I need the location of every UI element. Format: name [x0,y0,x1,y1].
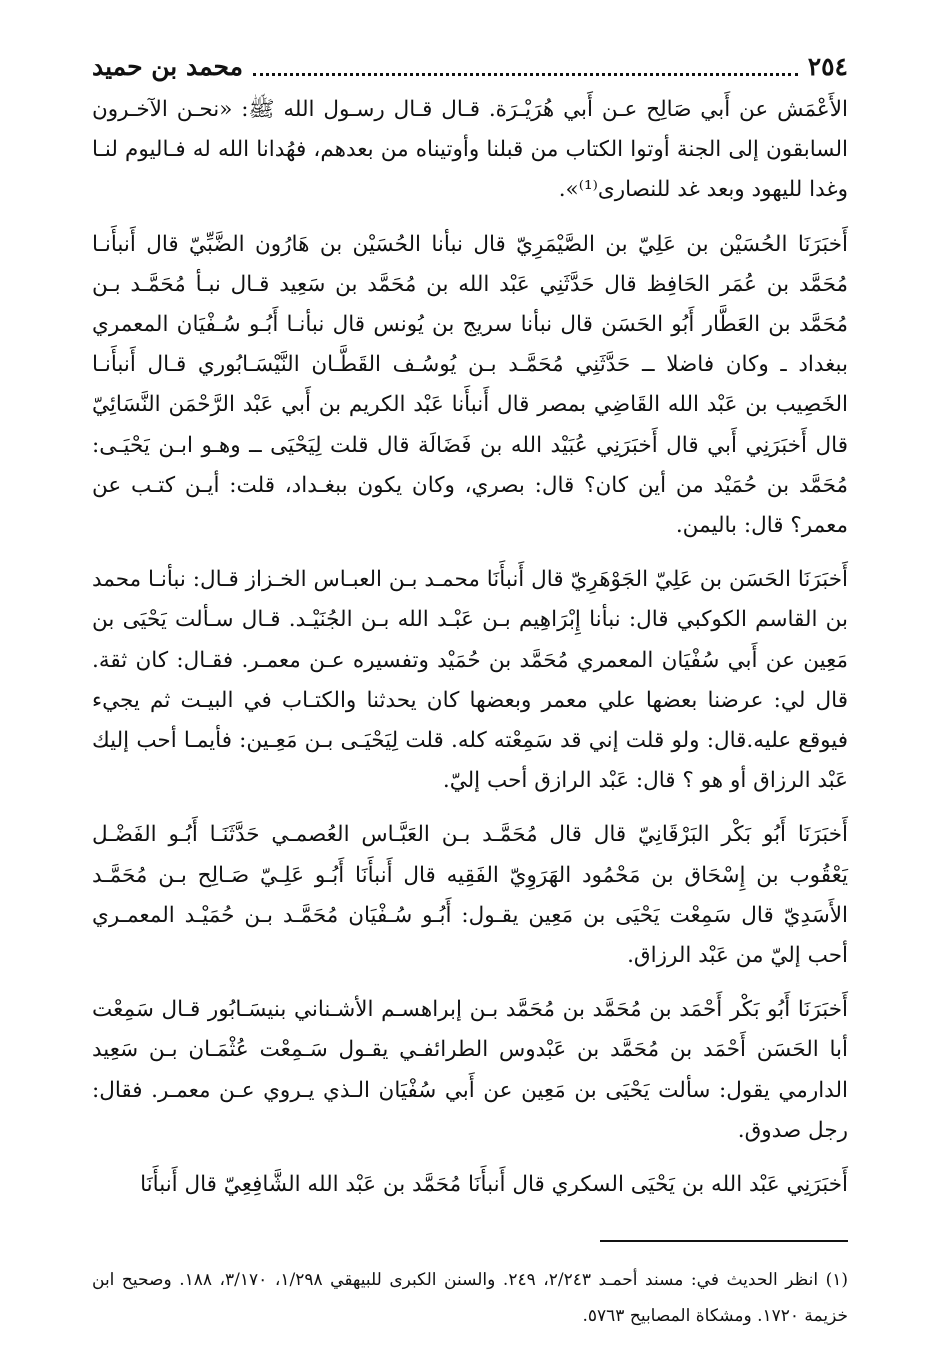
header-dotted-leader [253,57,798,76]
paragraph-6: أَخبَرَنِي عَبْد الله بن يَحْيَى السكري قال أَنبأَنَا مُحَمَّد بن عَبْد الله الشَّافِعِيّ قال أَنبأَنَا [140,1172,848,1198]
paragraph-4: أَخبَرَنَا أَبُو بَكْر البَرْقَانِيّ قال قال مُحَمَّـد بـن العَبَّـاس العُصمـي حَدَّثَنَـا أَبُـو الفَضْـل يَعْقُوب بن إِسْحَاق بن مَحْمُود الهَرَوِيّ الفَقِيه قال أَنبأَنَا أَبُـو عَلِـيّ صَـالِح بـن مُحَمَّـد الأَسَدِيّ قال سَمِعْت يَحْيَى بن مَعِين يقـول: أَبُـو سُـفْيَان مُحَمَّـد بـن حُمَيْـد المعمـري أحب إليّ من عَبْد الرزاق. [92,822,848,969]
main-text [92,90,848,1205]
paragraph-2: أَخبَرَنَا الحُسَيْن بن عَلِيّ بن الصَّيْمَرِيّ قال نبأنا الحُسَيْن بن هَارُون الضَّبِّيّ قال أَنبأَنـا مُحَمَّد بن عُمَر الحَافِظ قال حَدَّثَنِي عَبْد الله بن مُحَمَّد بن سَعِيد قـال نبـأ مُحَمَّـد بـن مُحَمَّد بن العَطَّار أَبُو الحَسَن قال نبأنا سريج بن يُونس قال نبأنـا أَبُـو سُـفْيَان المعمري ببغداد ـ وكان فاضلا ــ حَدَّثَنِي مُحَمَّـد بـن يُوسُـف القَطَّـان النَّيْسَـابُوري قـال أَنبأَنـا الخَصِيب بن عَبْد الله القَاضِي بمصر قال أَنبأَنا عَبْد الكريم بن أَبي عَبْد الرَّحْمَن النَّسَائِيّ قال أَخبَرَنِي أَبي قال أَخبَرَنِي عُبَيْد الله بن فَضَالَة قال قلت لِيَحْيَى ــ وهـو ابـن يَحْيَـى: مُحَمَّد بن حُمَيْد من أين كان؟ قال: بصري، وكان يكون ببغـداد، قلت: أيـن كتـب عن معمر؟ قال: باليمن. [92,231,848,539]
running-title: محمد بن حميد [92,51,244,81]
page-number: ٢٥٤ [807,51,848,81]
page-header [92,46,848,86]
footnote-divider [600,1240,848,1242]
paragraph-1: الأَعْمَش عن أَبي صَالِح عـن أَبي هُرَيْـرَة. قـال قـال رسـول الله ﷺ: «نحـن الآخـرون السابقون إلى الجنة أوتوا الكتاب من قبلنا وأوتيناه من بعدهم، فهُدانا الله له فـاليوم لنـا وغدا لليهود وبعد غد للنصارى⁽¹⁾». [92,97,848,203]
paragraph-3: أَخبَرَنَا الحَسَن بن عَلِيّ الجَوْهَرِيّ قال أَنبأَنَا محمـد بـن العبـاس الخـزاز قـال: نبأنـا محمد بن القاسم الكوكبي قال: نبأنا إِبْرَاهِيم بـن عَبْـد الله بـن الجُنَيْـد. قـال سـألت يَحْيَى بن مَعِين عن أَبي سُفْيَان المعمري مُحَمَّد بن حُمَيْد وتفسيره عـن معمـر. فقـال: كان ثقة. قال لي: عرضنا بعضها علي معمر وبعضها كان يحدثنا والكتـاب في البيـت ثم يجيء فيوقع عليه.قال: ولو قلت إني قد سَمِعْته كله. قلت لِيَحْيَـى بـن مَعِـين: فأيمـا أحب إليك عَبْد الرزاق أو هو ؟ قال: عَبْد الرازق أحب إليّ. [92,567,848,794]
paragraph-5: أَخبَرَنَا أَبُو بَكْر أَحْمَد بن مُحَمَّد بن مُحَمَّد بـن إبراهسـم الأشـناني بنيسَـابُور قـال سَمِعْت أبا الحَسَن أَحْمَد بن مُحَمَّد بن عَبْدوس الطرائفـي يقـول سَـمِعْت عُثْمَـان بـن سَعِيد الدارمي يقول: سألت يَحْيَى بن مَعِين عن أَبي سُفْيَان الـذي يـروي عـن معمـر. فقال: رجل صدوق. [92,997,848,1143]
footnote: (١) انظر الحديث في: مسند أحمـد ٢/٢٤٣، ٢٤٩. والسنن الكبرى للبيهقي ١/٢٩٨، ٣/١٧٠، ١٨٨. وصحيح ابن خزيمة ١٧٢٠. ومشكاة المصابيح ٥٧٦٣. [92,1270,848,1326]
